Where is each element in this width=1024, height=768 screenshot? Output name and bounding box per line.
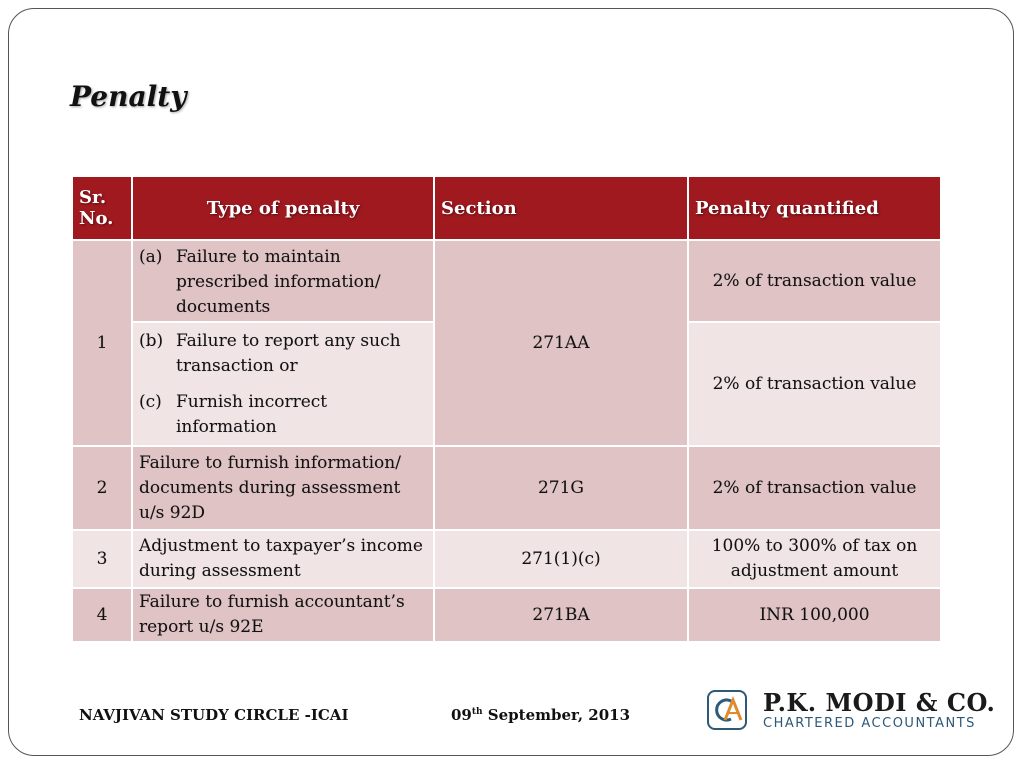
slide-title: Penalty <box>70 80 187 113</box>
row1-c-text: Furnish incorrect information <box>176 391 328 437</box>
header-type: Type of penalty <box>132 176 434 240</box>
row3-sr: 3 <box>72 530 132 588</box>
table-row <box>72 446 941 530</box>
footer-date <box>451 706 630 724</box>
row2-sr: 2 <box>72 446 132 530</box>
footer-date-day: 09 <box>451 706 472 724</box>
row2-quant: 2% of transaction value <box>688 446 941 530</box>
brand-subtitle: CHARTERED ACCOUNTANTS <box>763 716 976 731</box>
row1-a-tag: (a) <box>139 246 163 267</box>
header-section: Section <box>434 176 688 240</box>
row1-quant-a: 2% of transaction value <box>688 240 941 322</box>
row2-type: Failure to furnish information/ documents during assessment u/s 92D <box>132 446 434 530</box>
row4-quant: INR 100,000 <box>688 588 941 642</box>
footer-organization: NAVJIVAN STUDY CIRCLE -ICAI <box>79 706 349 724</box>
row4-section: 271BA <box>434 588 688 642</box>
row3-section: 271(1)(c) <box>434 530 688 588</box>
row1-type-a <box>132 240 434 322</box>
brand-name: P.K. MODI & CO. <box>763 688 996 717</box>
header-sr-line2: No. <box>79 208 114 229</box>
header-sr-line1: Sr. <box>79 187 107 208</box>
table-row <box>72 588 941 642</box>
ca-logo-icon <box>707 690 747 730</box>
brand-block <box>763 690 995 731</box>
row1-b-text: Failure to report any such transaction or <box>176 330 401 376</box>
table-header-row <box>72 176 941 240</box>
row4-type: Failure to furnish accountant’s report u/s 92E <box>132 588 434 642</box>
table-row <box>72 240 941 322</box>
row1-b-tag: (b) <box>139 330 164 351</box>
row3-quant: 100% to 300% of tax on adjustment amount <box>688 530 941 588</box>
row1-c-tag: (c) <box>139 391 162 412</box>
row1-section: 271AA <box>434 240 688 446</box>
header-quantified: Penalty quantified <box>688 176 941 240</box>
penalty-table <box>71 175 942 643</box>
row2-section: 271G <box>434 446 688 530</box>
footer-date-rest: September, 2013 <box>482 706 631 724</box>
row3-type: Adjustment to taxpayer’s income during assessment <box>132 530 434 588</box>
footer-date-suffix: th <box>471 707 483 717</box>
row1-sr: 1 <box>72 240 132 446</box>
row1-quant-bc: 2% of transaction value <box>688 322 941 446</box>
row1-type-bc <box>132 322 434 446</box>
row1-a-text: Failure to maintain prescribed information/ documents <box>176 246 381 317</box>
table-row <box>72 530 941 588</box>
row4-sr: 4 <box>72 588 132 642</box>
header-sr-no <box>72 176 132 240</box>
